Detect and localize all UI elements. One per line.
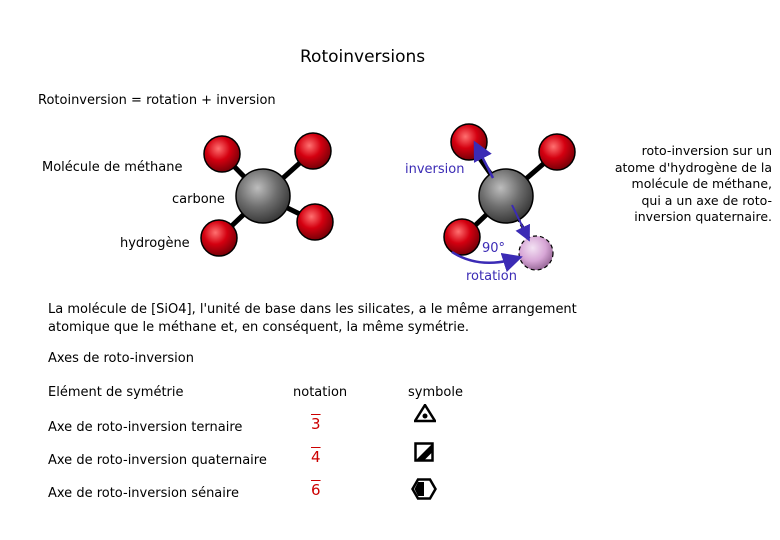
header-notation: notation: [293, 385, 348, 400]
carbone-label: carbone: [172, 192, 225, 207]
side-note: roto-inversion sur un atome d'hydrogène de la molécule de méthane, qui a un axe de roto-inversion quaternaire.: [614, 143, 772, 224]
hydrogen-atom: [295, 133, 331, 169]
sio4-paragraph: La molécule de [SiO4], l'unité de base dans les silicates, a le même arrangement atomique que le méthane et, en conséquent, la même symétrie.: [48, 302, 577, 335]
header-symbol: symbole: [408, 385, 463, 400]
rotation-label: rotation: [466, 269, 517, 284]
hydrogen-atom: [444, 219, 480, 255]
inversion-label: inversion: [405, 162, 465, 177]
molecule-label: Molécule de méthane: [42, 160, 183, 175]
axes-heading: Axes de roto-inversion: [48, 351, 194, 366]
definition: Rotoinversion = rotation + inversion: [38, 93, 276, 108]
carbon-atom: [236, 169, 290, 223]
row-element: Axe de roto-inversion quaternaire: [48, 453, 267, 468]
hydrogen-atom: [297, 204, 333, 240]
hydrogene-label: hydrogène: [120, 236, 190, 251]
page-title: Rotoinversions: [300, 47, 426, 67]
methane-right: [444, 124, 575, 270]
carbon-atom: [479, 169, 533, 223]
hydrogen-atom: [204, 136, 240, 172]
hexagon-icon: [411, 478, 437, 500]
hydrogen-atom: [539, 134, 575, 170]
hydrogen-atom: [201, 220, 237, 256]
row-notation: 3: [311, 415, 321, 433]
angle-label: 90°: [482, 241, 506, 256]
row-element: Axe de roto-inversion ternaire: [48, 420, 243, 435]
ghost-hydrogen-atom: [519, 236, 553, 270]
square-icon: [414, 442, 434, 462]
row-element: Axe de roto-inversion sénaire: [48, 486, 239, 501]
row-notation: 4: [311, 448, 321, 466]
row-notation: 6: [311, 481, 321, 499]
triangle-icon: [414, 404, 436, 426]
header-element: Elément de symétrie: [48, 385, 184, 400]
